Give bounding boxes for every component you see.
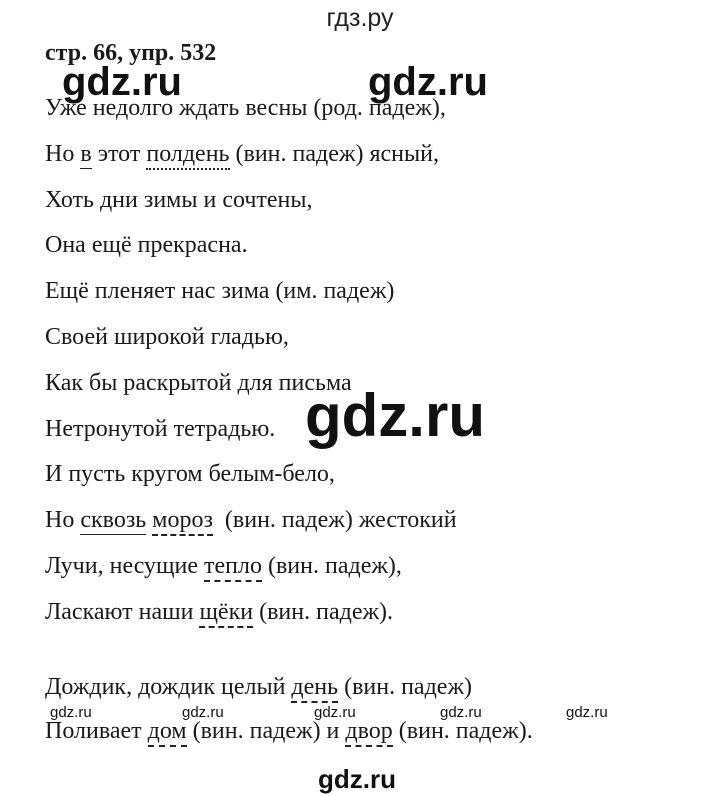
poem-line xyxy=(45,719,533,743)
underlined-word: сквозь xyxy=(80,507,147,534)
text-segment: Как бы раскрытой для письма xyxy=(45,369,352,396)
watermark: gdz.ru xyxy=(318,764,396,794)
poem-line xyxy=(45,508,457,532)
poem-line xyxy=(45,600,393,624)
watermark: gdz.ru xyxy=(368,60,488,104)
text-segment: Нетронутой тетрадью. xyxy=(45,415,276,442)
text-segment: (вин. падеж) и xyxy=(186,718,346,744)
text-segment: Уже недолго ждать весны (род. падеж), xyxy=(45,95,446,121)
underlined-word: двор xyxy=(345,718,392,747)
text-segment: Поливает xyxy=(45,718,148,744)
text-segment: (вин. падеж) ясный, xyxy=(229,140,439,167)
watermark: gdz.ru xyxy=(50,704,92,721)
watermark: gdz.ru xyxy=(305,382,485,449)
poem-line xyxy=(45,325,289,349)
poem-line xyxy=(45,188,313,212)
text-segment: Но xyxy=(45,140,81,167)
watermark: gdz.ru xyxy=(62,60,182,104)
underlined-word: мороз xyxy=(152,507,213,536)
text-segment: Хоть дни зимы и сочтены, xyxy=(45,186,313,213)
poem-line xyxy=(45,233,248,257)
text-segment: (вин. падеж) жестокий xyxy=(212,507,457,534)
poem-line xyxy=(45,554,402,578)
text-segment: (вин. падеж). xyxy=(253,598,394,625)
text-segment: (вин. падеж) xyxy=(338,674,473,700)
poem-line xyxy=(45,142,439,166)
text-segment: Но xyxy=(45,507,81,534)
text-segment: этот xyxy=(91,140,147,167)
poem-line xyxy=(45,675,472,699)
page-reference: стр. 66, упр. 532 xyxy=(45,40,217,66)
underlined-word: полдень xyxy=(146,141,229,170)
text-segment: Дождик, дождик целый xyxy=(45,674,292,700)
text-segment: Лучи, несущие xyxy=(45,553,204,579)
watermark: gdz.ru xyxy=(566,704,608,721)
underlined-word: тепло xyxy=(204,553,262,582)
poem-line xyxy=(45,462,335,486)
text-segment: Своей широкой гладью, xyxy=(45,324,289,350)
text-segment: (вин. падеж), xyxy=(261,553,402,579)
text-segment: Она ещё прекрасна. xyxy=(45,232,248,259)
text-segment: И пусть кругом белым-бело, xyxy=(45,461,335,488)
poem-line xyxy=(45,96,446,120)
text-segment: (вин. падеж). xyxy=(392,718,533,744)
underlined-word: щёки xyxy=(199,599,253,628)
underlined-word: дом xyxy=(148,718,187,747)
poem-line xyxy=(45,417,275,441)
watermark: gdz.ru xyxy=(440,704,482,721)
text-segment: Ласкают наши xyxy=(45,598,200,625)
watermark: gdz.ru xyxy=(314,704,356,721)
underlined-word: в xyxy=(80,140,92,167)
text-segment: Ещё пленяет нас зима (им. падеж) xyxy=(45,278,395,305)
site-header: гдз.ру xyxy=(326,4,394,32)
underlined-word: день xyxy=(291,674,338,703)
poem-line xyxy=(45,279,394,303)
watermark: gdz.ru xyxy=(182,704,224,721)
